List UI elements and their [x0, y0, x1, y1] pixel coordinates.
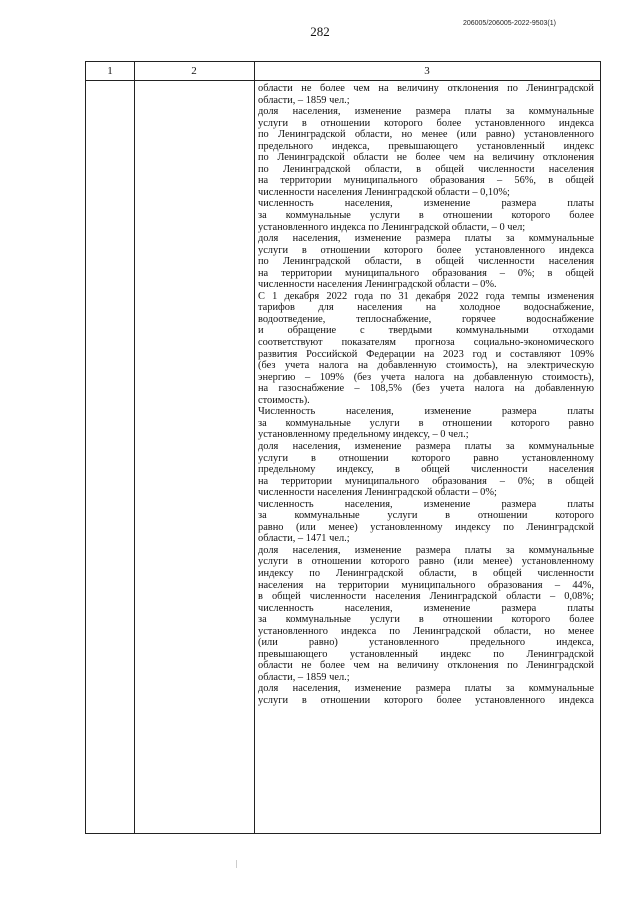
text-line: услуги в отношении которого равно (или менее) установленному — [258, 556, 594, 568]
document-table — [85, 61, 601, 834]
text-line: на территории муниципального образования – 56%, в общей — [258, 175, 594, 187]
document-id: 206005/206005-2022-9503(1) — [462, 20, 556, 27]
text-line: на территории муниципального образования – 0%; в общей — [258, 267, 594, 279]
text-line: превышающего установленный индекс по Ленинградской — [258, 648, 594, 660]
text-line: на газоснабжение – 108,5% (без учета налога на добавленную — [258, 383, 594, 395]
text-line: по Ленинградской области, но менее (или равно) установленного — [258, 129, 594, 141]
text-line: предельному индексу, в общей численности населения — [258, 464, 594, 476]
text-line: С 1 декабря 2022 года по 31 декабря 2022 года темпы изменения — [258, 290, 594, 302]
text-line: доля населения, изменение размера платы за коммунальные — [258, 440, 594, 452]
table-header-row — [86, 62, 600, 81]
text-line: области, – 1859 чел.; — [258, 94, 350, 106]
text-line: численности населения Ленинградской области – 0%; — [258, 487, 497, 499]
scan-mark — [236, 860, 237, 868]
text-line: доля населения, изменение размера платы за коммунальные — [258, 106, 594, 118]
text-line: по Ленинградской области не более чем на величину отклонения — [258, 152, 594, 164]
text-line: (без учета налога на добавленную стоимость), на электрическую — [258, 360, 594, 372]
text-line: предельного индекса, превышающего установленный индекс — [258, 140, 594, 152]
text-line: развития Российской Федерации на 2023 год и составляют 109% — [258, 348, 594, 360]
text-line: установленному предельному индексу, – 0 чел.; — [258, 429, 469, 441]
text-line: численность населения, изменение размера платы — [258, 198, 594, 210]
text-line: доля населения, изменение размера платы за коммунальные — [258, 683, 594, 695]
text-line: энергию – 109% (без учета налога на добавленную стоимость), — [258, 371, 594, 383]
column-header-3: 3 — [424, 65, 430, 77]
text-line: водоотведение, теплоснабжение, горячее водоснабжение — [258, 313, 594, 325]
column-header-1: 1 — [107, 65, 113, 77]
column-divider — [254, 62, 255, 833]
text-line: численность населения, изменение размера платы — [258, 498, 594, 510]
text-line: численности населения Ленинградской области – 0%. — [258, 279, 497, 291]
text-line: за коммунальные услуги в отношении которого — [258, 510, 594, 522]
column-header-2: 2 — [191, 65, 197, 77]
text-line: области, – 1471 чел.; — [258, 533, 350, 545]
text-line: равно (или менее) установленному индексу по Ленинградской — [258, 521, 594, 533]
text-line: услуги в отношении которого более установленного индекса — [258, 244, 594, 256]
text-line: за коммунальные услуги в отношении которого равно — [258, 417, 594, 429]
text-line: индексу по Ленинградской области, в общей численности — [258, 567, 594, 579]
text-line: установленного индекса по Ленинградской области, – 0 чел; — [258, 221, 526, 233]
text-line: соответствуют показателям прогноза социально-экономического — [258, 337, 594, 349]
text-line: доля населения, изменение размера платы за коммунальные — [258, 233, 594, 245]
text-line: услуги в отношении которого более установленного индекса — [258, 117, 594, 129]
page-number: 282 — [310, 24, 330, 39]
text-line: численность населения, изменение размера платы — [258, 602, 594, 614]
text-line: области, – 1859 чел.; — [258, 671, 350, 683]
text-line: услуги в отношении которого равно установленному — [258, 452, 594, 464]
text-line: за коммунальные услуги в отношении которого более — [258, 210, 594, 222]
text-line: установленного индекса по Ленинградской области, но менее — [258, 625, 594, 637]
column-3-text — [258, 83, 594, 707]
column-divider — [134, 62, 135, 833]
text-line: численности населения Ленинградской области – 0,10%; — [258, 186, 510, 198]
text-line: населения на территории муниципального образования – 44%, — [258, 579, 594, 591]
text-line: области не более чем на величину отклонения по Ленинградской — [258, 83, 594, 94]
text-line: за коммунальные услуги в отношении которого более — [258, 614, 594, 626]
text-line: Численность населения, изменение размера платы — [258, 406, 594, 418]
text-line: услуги в отношении которого более установленного индекса — [258, 694, 594, 706]
text-line: по Ленинградской области, в общей численности населения — [258, 256, 594, 268]
text-line: области не более чем на величину отклонения по Ленинградской — [258, 660, 594, 672]
text-line: по Ленинградской области, в общей численности населения — [258, 163, 594, 175]
text-line: (или равно) установленного предельного индекса, — [258, 637, 594, 649]
text-line: стоимость). — [258, 394, 310, 406]
text-line: и обращение с твердыми коммунальными отходами — [258, 325, 594, 337]
text-line: в общей численности населения Ленинградской области – 0,08%; — [258, 591, 594, 603]
text-line: на территории муниципального образования – 0%; в общей — [258, 475, 594, 487]
text-line: доля населения, изменение размера платы за коммунальные — [258, 544, 594, 556]
text-line: тарифов для населения на холодное водоснабжение, — [258, 302, 594, 314]
